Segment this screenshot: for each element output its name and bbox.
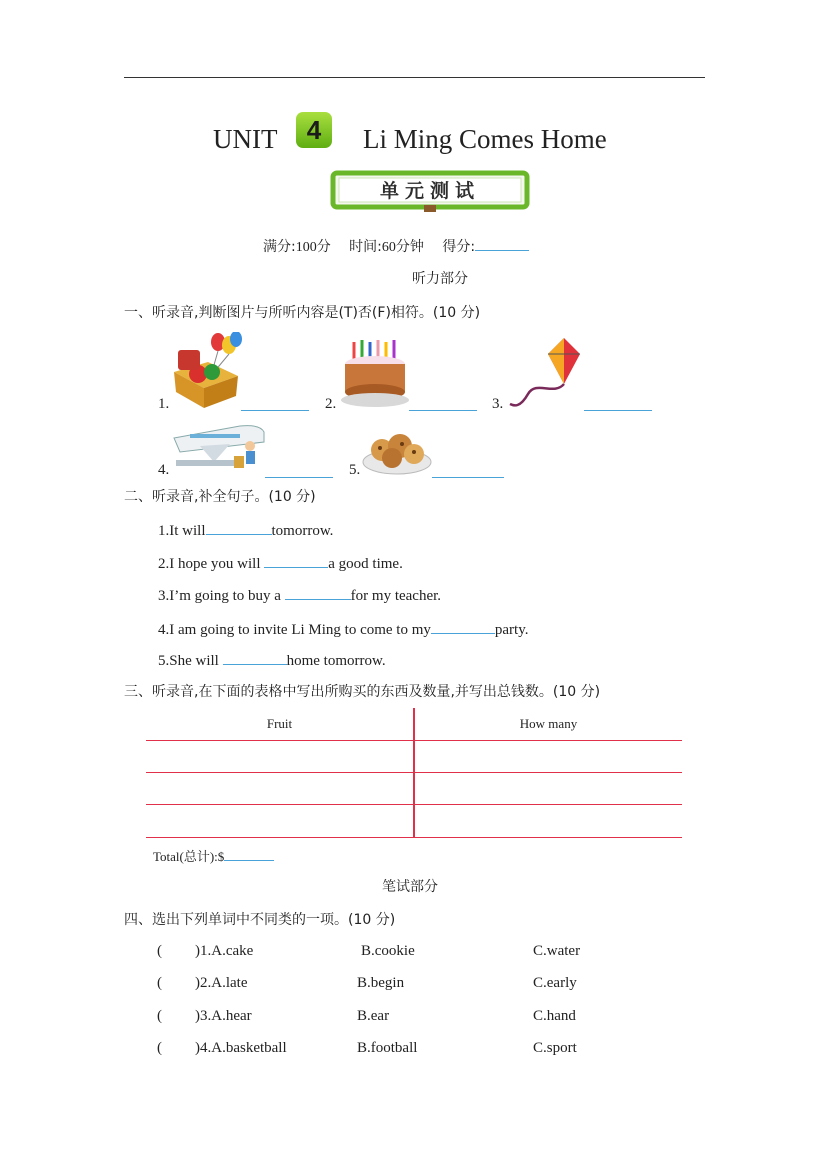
choice-row-1-option-b: B.cookie — [361, 943, 415, 959]
sentence-1-before: 1.It will — [158, 523, 206, 539]
item2-number: 2. — [325, 396, 337, 412]
cookies-plate-icon — [362, 424, 432, 476]
sentence-4-before: 4.I am going to invite Li Ming to come to my — [158, 622, 431, 638]
total-line — [153, 846, 274, 865]
sentence-5-blank[interactable] — [223, 650, 287, 665]
sentence-3-before: 3.I’m going to buy a — [158, 588, 281, 604]
sentence-5-before: 5.She will — [158, 653, 219, 669]
choice-row-2-a — [195, 975, 247, 992]
choice-row-1-paren[interactable]: ( — [157, 943, 162, 959]
choice-row-1-a — [195, 943, 253, 960]
sentence-4-after: party. — [494, 622, 529, 638]
table-row-line — [146, 772, 682, 773]
section1-title: 一、听录音,判断图片与所听内容是(T)否(F)相符。(10 分) — [124, 305, 481, 321]
time-unit: 分钟 — [395, 239, 424, 255]
sentence-1-after: tomorrow. — [271, 523, 334, 539]
unit-title: Li Ming Comes Home — [363, 124, 607, 154]
item1-blank[interactable] — [241, 410, 309, 411]
time-label: 时间: — [349, 239, 382, 255]
unit-number-badge: 4 — [296, 112, 332, 148]
full-score-value: 100 — [295, 240, 317, 255]
item4-number: 4. — [158, 462, 170, 478]
choice-row-3-option-c: C.hand — [533, 1008, 576, 1024]
score-label: 得分: — [442, 239, 476, 255]
gift-box-icon — [168, 332, 244, 410]
item5-blank[interactable] — [432, 477, 504, 478]
time-value: 60 — [381, 240, 396, 255]
unit-word: UNIT — [213, 124, 278, 154]
sentence-2 — [158, 553, 403, 573]
item2-blank[interactable] — [409, 410, 477, 411]
choice-row-2-option-b: B.begin — [357, 975, 405, 991]
listening-heading: 听力部分 — [412, 271, 468, 287]
score-line — [263, 236, 529, 256]
choice-row-3-option-b: B.ear — [357, 1008, 390, 1024]
choice-row-3-num: )3. — [195, 1008, 212, 1024]
choice-row-2-option-c: C.early — [533, 975, 577, 991]
sentence-5-after: home tomorrow. — [286, 653, 386, 669]
item3-number: 3. — [492, 396, 504, 412]
item1-number: 1. — [158, 396, 170, 412]
choice-row-1-option-a: A.cake — [211, 943, 254, 959]
table-row-line — [146, 837, 682, 838]
choice-row-3-a — [195, 1008, 252, 1025]
choice-row-3-paren[interactable]: ( — [157, 1008, 162, 1024]
fruit-table — [146, 708, 682, 838]
sentence-2-before: 2.I hope you will — [158, 556, 261, 572]
choice-row-1-option-c: C.water — [533, 943, 581, 959]
choice-row-1-num: )1. — [195, 943, 212, 959]
sentence-1-blank[interactable] — [206, 520, 272, 535]
airplane-boy-icon — [170, 416, 268, 472]
section2-title: 二、听录音,补全句子。(10 分) — [124, 489, 316, 505]
writing-heading: 笔试部分 — [382, 879, 438, 895]
sentence-2-after: a good time. — [328, 556, 403, 572]
birthday-cake-icon — [340, 336, 410, 408]
choice-row-4-option-c: C.sport — [533, 1040, 577, 1056]
sentence-4-blank[interactable] — [431, 619, 495, 634]
col-fruit-header: Fruit — [266, 716, 293, 731]
sentence-3-after: for my teacher. — [350, 588, 442, 604]
score-blank[interactable] — [475, 236, 529, 251]
section4-title: 四、选出下列单词中不同类的一项。(10 分) — [124, 912, 396, 928]
item5-number: 5. — [349, 462, 361, 478]
choice-row-4-paren[interactable]: ( — [157, 1040, 162, 1056]
col-howmany-header: How many — [519, 716, 578, 731]
choice-row-4-num: )4. — [195, 1040, 212, 1056]
item4-blank[interactable] — [265, 477, 333, 478]
choice-row-3-option-a: A.hear — [211, 1008, 252, 1024]
table-row-line — [146, 740, 682, 741]
choice-row-4-option-b: B.football — [357, 1040, 418, 1056]
full-score-label: 满分: — [263, 239, 296, 255]
choice-row-2-option-a: A.late — [211, 975, 248, 991]
total-blank[interactable] — [224, 848, 274, 861]
choice-row-4-a — [195, 1040, 287, 1057]
top-rule — [124, 77, 705, 78]
kite-icon — [506, 336, 582, 410]
choice-row-2-paren[interactable]: ( — [157, 975, 162, 991]
banner-label: 单元测试 — [379, 180, 480, 202]
section3-title: 三、听录音,在下面的表格中写出所购买的东西及数量,并写出总钱数。(10 分) — [124, 684, 601, 700]
table-row-line — [146, 804, 682, 805]
sentence-2-blank[interactable] — [264, 553, 328, 568]
sentence-3-blank[interactable] — [285, 585, 351, 600]
full-score-unit: 分 — [316, 239, 331, 255]
choice-row-2-num: )2. — [195, 975, 212, 991]
sentence-5 — [158, 650, 386, 670]
sentence-4 — [158, 619, 529, 639]
sentence-3 — [158, 585, 441, 605]
total-label: Total(总计):$ — [153, 849, 225, 864]
choice-row-4-option-a: A.basketball — [211, 1040, 287, 1056]
sentence-1 — [158, 520, 333, 540]
item3-blank[interactable] — [584, 410, 652, 411]
